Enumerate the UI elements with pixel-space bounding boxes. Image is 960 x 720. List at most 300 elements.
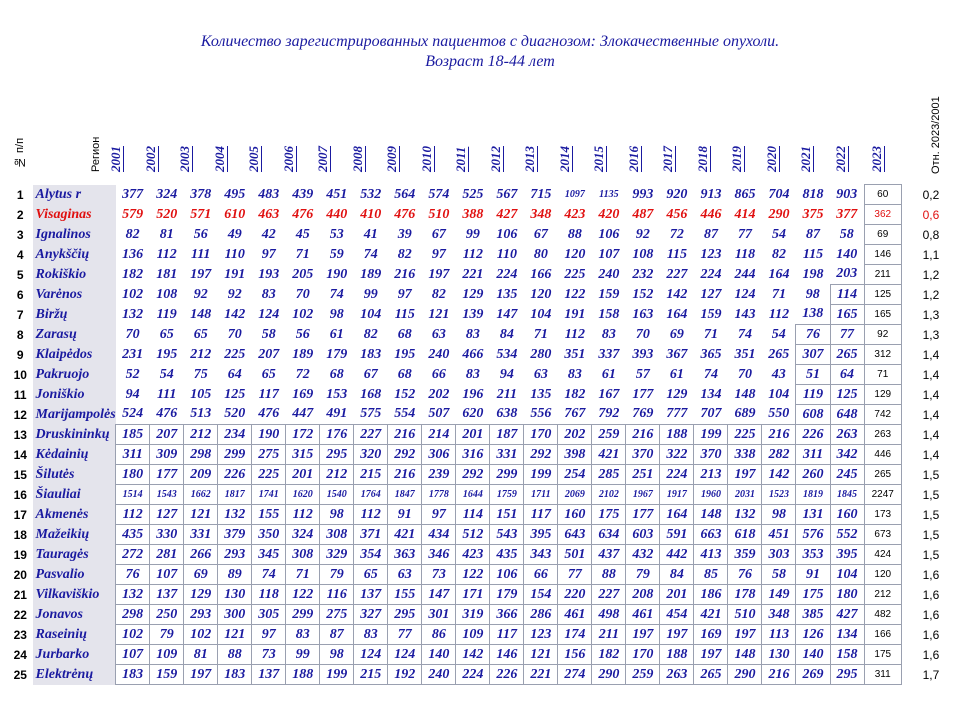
value-cell: 442 — [660, 545, 694, 565]
table-row — [8, 465, 960, 485]
value-cell: 77 — [558, 565, 592, 585]
value-cell: 63 — [431, 326, 446, 342]
year-header: 2010 — [418, 146, 434, 172]
row-number: 17 — [13, 507, 27, 522]
value-cell: 197 — [184, 665, 218, 685]
value-cell: 487 — [632, 206, 654, 222]
value-cell: 182 — [122, 266, 144, 282]
value-cell: 420 — [598, 206, 620, 222]
value-cell: 97 — [431, 246, 446, 262]
value-cell: 202 — [558, 425, 592, 445]
value-cell: 67 — [533, 226, 548, 242]
value-cell: 300 — [218, 605, 252, 625]
value-cell: 82 — [771, 246, 786, 262]
value-cell: 175 — [592, 505, 626, 525]
value-cell: 83 — [261, 286, 276, 302]
value-cell: 212 — [190, 346, 212, 362]
region-name: Rokiškio — [33, 265, 116, 285]
value-cell: 371 — [354, 525, 388, 545]
value-cell: 285 — [592, 465, 626, 485]
value-cell: 501 — [558, 545, 592, 565]
value-cell: 70 — [227, 326, 242, 342]
value-cell: 102 — [122, 286, 144, 302]
value-cell: 421 — [592, 445, 626, 465]
value-cell: 532 — [360, 186, 382, 202]
value-cell: 115 — [802, 246, 824, 262]
value-cell: 115 — [394, 306, 415, 322]
value-cell: 73 — [252, 645, 286, 665]
value-cell: 343 — [524, 545, 558, 565]
value-cell: 212 — [184, 425, 218, 445]
value-cell: 108 — [632, 246, 654, 262]
value-cell: 320 — [354, 445, 388, 465]
value-2023: 482 — [864, 605, 901, 625]
year-header: 2006 — [280, 146, 296, 172]
value-cell: 197 — [428, 266, 450, 282]
value-cell: 83 — [601, 326, 616, 342]
year-header: 2016 — [625, 146, 641, 172]
value-cell: 295 — [830, 665, 864, 685]
value-cell: 64 — [227, 366, 242, 382]
value-cell: 89 — [218, 565, 252, 585]
value-cell: 97 — [422, 505, 456, 525]
value-cell: 98 — [320, 505, 354, 525]
value-cell: 65 — [354, 565, 388, 585]
value-cell: 1847 — [388, 485, 422, 505]
value-cell: 221 — [462, 266, 484, 282]
value-2023: 166 — [864, 625, 901, 645]
value-cell: 65 — [159, 326, 174, 342]
row-number: 14 — [13, 447, 27, 462]
value-cell: 195 — [156, 346, 178, 362]
row-number: 4 — [16, 247, 24, 262]
value-cell: 80 — [533, 246, 548, 262]
value-cell: 1759 — [490, 485, 524, 505]
value-cell: 365 — [700, 346, 722, 362]
value-cell: 195 — [394, 346, 416, 362]
table-row — [8, 605, 960, 625]
value-2023: 742 — [864, 405, 901, 425]
value-cell: 142 — [224, 306, 246, 322]
value-cell: 427 — [830, 605, 864, 625]
value-cell: 571 — [190, 206, 212, 222]
value-cell: 124 — [734, 286, 756, 302]
ratio-value: 1,4 — [922, 347, 940, 362]
value-cell: 148 — [694, 505, 728, 525]
value-cell: 56 — [193, 226, 208, 242]
value-cell: 189 — [360, 266, 382, 282]
value-cell: 244 — [734, 266, 756, 282]
value-cell: 196 — [462, 386, 484, 402]
value-cell: 70 — [635, 326, 650, 342]
value-cell: 71 — [771, 286, 786, 302]
region-name: Kėdainių — [33, 445, 116, 465]
value-cell: 1097 — [564, 189, 585, 200]
value-2023: 311 — [864, 665, 901, 685]
value-cell: 74 — [737, 326, 752, 342]
value-cell: 151 — [490, 505, 524, 525]
table-row — [8, 345, 960, 365]
value-cell: 423 — [456, 545, 490, 565]
value-cell: 104 — [360, 306, 382, 322]
value-cell: 104 — [530, 306, 552, 322]
value-cell: 124 — [258, 306, 280, 322]
value-cell: 299 — [286, 605, 320, 625]
value-cell: 169 — [292, 386, 314, 402]
value-cell: 139 — [462, 306, 484, 322]
value-cell: 177 — [632, 386, 654, 402]
value-cell: 275 — [320, 605, 354, 625]
value-cell: 98 — [329, 306, 344, 322]
value-cell: 322 — [660, 445, 694, 465]
value-cell: 138 — [802, 306, 824, 322]
value-2023: 125 — [864, 285, 901, 305]
value-cell: 454 — [660, 605, 694, 625]
region-name: Alytus r — [33, 185, 116, 205]
value-cell: 648 — [830, 405, 864, 425]
value-cell: 64 — [830, 365, 864, 385]
value-cell: 172 — [286, 425, 320, 445]
table-row — [8, 385, 960, 405]
value-cell: 181 — [156, 266, 178, 282]
value-cell: 245 — [830, 465, 864, 485]
value-cell: 42 — [261, 226, 276, 242]
ratio-value: 1,3 — [922, 327, 940, 342]
table-row — [8, 505, 960, 525]
value-cell: 456 — [666, 206, 688, 222]
value-cell: 81 — [184, 645, 218, 665]
value-cell: 170 — [626, 645, 660, 665]
ratio-value: 1,6 — [922, 587, 940, 602]
region-name: Varėnos — [33, 285, 116, 305]
value-cell: 130 — [218, 585, 252, 605]
value-cell: 354 — [354, 545, 388, 565]
value-cell: 818 — [802, 186, 824, 202]
value-cell: 137 — [150, 585, 184, 605]
value-cell: 119 — [156, 306, 177, 322]
table-row — [8, 245, 960, 265]
value-cell: 129 — [666, 386, 688, 402]
value-cell: 75 — [193, 366, 208, 382]
value-cell: 98 — [805, 286, 820, 302]
value-cell: 160 — [558, 505, 592, 525]
value-cell: 83 — [465, 366, 480, 382]
region-name: Jurbarko — [33, 645, 116, 665]
value-cell: 370 — [694, 445, 728, 465]
value-cell: 353 — [796, 545, 830, 565]
ratio-value: 1,4 — [922, 407, 940, 422]
value-cell: 1967 — [626, 485, 660, 505]
value-cell: 74 — [252, 565, 286, 585]
value-cell: 54 — [159, 366, 174, 382]
value-cell: 564 — [394, 186, 416, 202]
value-cell: 265 — [694, 665, 728, 685]
value-cell: 1135 — [599, 189, 619, 200]
value-cell: 129 — [462, 286, 484, 302]
value-cell: 327 — [354, 605, 388, 625]
value-cell: 507 — [428, 406, 450, 422]
value-cell: 160 — [830, 505, 864, 525]
value-2023: 69 — [864, 225, 901, 245]
value-cell: 351 — [734, 346, 756, 362]
value-cell: 282 — [762, 445, 796, 465]
table-row — [8, 365, 960, 385]
value-cell: 259 — [626, 665, 660, 685]
year-header: 2003 — [177, 146, 193, 172]
value-cell: 97 — [252, 625, 286, 645]
value-cell: 303 — [762, 545, 796, 565]
value-cell: 197 — [660, 625, 694, 645]
value-cell: 299 — [218, 445, 252, 465]
value-cell: 265 — [830, 345, 864, 365]
value-cell: 112 — [156, 246, 177, 262]
row-number: 24 — [13, 647, 27, 662]
ratio-value: 1,6 — [922, 647, 940, 662]
value-cell: 240 — [428, 346, 450, 362]
ratio-value: 1,6 — [922, 627, 940, 642]
table-row — [8, 485, 960, 505]
value-cell: 107 — [150, 565, 184, 585]
value-cell: 351 — [564, 346, 586, 362]
value-cell: 164 — [768, 266, 790, 282]
value-cell: 2102 — [592, 485, 626, 505]
value-cell: 116 — [320, 585, 354, 605]
value-cell: 137 — [252, 665, 286, 685]
table-row — [8, 565, 960, 585]
header-row-number: № п/п — [14, 137, 26, 168]
value-cell: 71 — [533, 326, 548, 342]
value-cell: 155 — [252, 505, 286, 525]
ratio-value: 1,1 — [922, 247, 940, 262]
row-number: 7 — [16, 307, 24, 322]
value-cell: 1523 — [762, 485, 796, 505]
value-cell: 191 — [564, 306, 586, 322]
value-cell: 395 — [830, 545, 864, 565]
value-cell: 309 — [150, 445, 184, 465]
value-cell: 113 — [762, 625, 796, 645]
value-cell: 174 — [558, 625, 592, 645]
value-cell: 466 — [462, 346, 484, 362]
value-cell: 293 — [184, 605, 218, 625]
value-cell: 446 — [700, 206, 722, 222]
value-cell: 510 — [428, 206, 450, 222]
value-cell: 97 — [397, 286, 412, 302]
value-cell: 315 — [286, 445, 320, 465]
year-header: 2004 — [211, 146, 227, 172]
value-cell: 346 — [422, 545, 456, 565]
value-cell: 520 — [156, 206, 178, 222]
value-cell: 461 — [558, 605, 592, 625]
value-cell: 92 — [635, 226, 650, 242]
value-2023: 2247 — [864, 485, 901, 505]
value-cell: 197 — [728, 625, 762, 645]
value-cell: 421 — [694, 605, 728, 625]
value-cell: 99 — [286, 645, 320, 665]
value-cell: 301 — [422, 605, 456, 625]
value-cell: 69 — [184, 565, 218, 585]
value-cell: 608 — [796, 405, 830, 425]
year-header: 2005 — [246, 146, 262, 172]
value-cell: 1817 — [218, 485, 252, 505]
value-cell: 385 — [796, 605, 830, 625]
value-cell: 148 — [190, 306, 212, 322]
value-cell: 311 — [116, 445, 150, 465]
value-cell: 169 — [694, 625, 728, 645]
value-cell: 201 — [456, 425, 490, 445]
region-name: Zarasų — [33, 325, 116, 345]
value-cell: 552 — [830, 525, 864, 545]
value-2023: 173 — [864, 505, 901, 525]
value-cell: 58 — [261, 326, 276, 342]
value-cell: 114 — [456, 505, 490, 525]
value-cell: 57 — [635, 366, 650, 382]
ratio-value: 1,3 — [922, 307, 940, 322]
value-cell: 92 — [193, 286, 208, 302]
value-cell: 451 — [762, 525, 796, 545]
value-cell: 342 — [830, 445, 864, 465]
value-cell: 107 — [598, 246, 620, 262]
value-cell: 308 — [320, 525, 354, 545]
value-2023: 60 — [864, 185, 901, 205]
value-cell: 140 — [422, 645, 456, 665]
value-cell: 574 — [428, 186, 450, 202]
value-cell: 197 — [626, 625, 660, 645]
value-cell: 99 — [363, 286, 378, 302]
table-title: Количество зарегистрированных пациентов с диагнозом: Злокачественные опухоли. — [200, 33, 780, 50]
value-cell: 220 — [558, 585, 592, 605]
value-cell: 109 — [150, 645, 184, 665]
value-cell: 70 — [125, 326, 140, 342]
value-cell: 715 — [530, 186, 552, 202]
value-cell: 114 — [830, 285, 864, 305]
table-row — [8, 625, 960, 645]
region-name: Biržų — [33, 305, 116, 325]
table-row — [8, 585, 960, 605]
value-cell: 259 — [592, 425, 626, 445]
value-cell: 66 — [431, 366, 446, 382]
value-cell: 689 — [734, 406, 756, 422]
value-cell: 192 — [388, 665, 422, 685]
value-cell: 124 — [354, 645, 388, 665]
row-number: 20 — [13, 567, 27, 582]
value-cell: 476 — [292, 206, 314, 222]
row-number: 10 — [13, 367, 27, 382]
value-cell: 311 — [796, 445, 830, 465]
value-cell: 190 — [252, 425, 286, 445]
value-cell: 366 — [490, 605, 524, 625]
value-cell: 513 — [190, 406, 212, 422]
value-cell: 125 — [830, 385, 864, 405]
value-cell: 550 — [768, 406, 790, 422]
value-cell: 67 — [431, 226, 446, 242]
value-cell: 209 — [184, 465, 218, 485]
value-cell: 421 — [388, 525, 422, 545]
value-2023: 212 — [864, 585, 901, 605]
year-header: 2007 — [315, 146, 331, 172]
value-cell: 476 — [156, 406, 178, 422]
value-cell: 225 — [252, 465, 286, 485]
value-cell: 49 — [227, 226, 242, 242]
value-cell: 77 — [388, 625, 422, 645]
value-2023: 120 — [864, 565, 901, 585]
table-row — [8, 305, 960, 325]
value-cell: 324 — [286, 525, 320, 545]
value-cell: 68 — [397, 366, 412, 382]
value-cell: 620 — [462, 406, 484, 422]
value-cell: 71 — [286, 565, 320, 585]
value-cell: 63 — [388, 565, 422, 585]
ratio-value: 1,5 — [922, 487, 940, 502]
value-cell: 81 — [159, 226, 174, 242]
value-2023: 211 — [864, 265, 901, 285]
region-name: Tauragės — [33, 545, 116, 565]
value-cell: 913 — [700, 186, 722, 202]
value-cell: 61 — [669, 366, 684, 382]
value-cell: 124 — [388, 645, 422, 665]
value-cell: 1845 — [830, 485, 864, 505]
value-cell: 137 — [354, 585, 388, 605]
value-cell: 254 — [558, 465, 592, 485]
value-cell: 993 — [632, 186, 654, 202]
value-cell: 269 — [796, 665, 830, 685]
region-name: Raseinių — [33, 625, 116, 645]
value-2023: 362 — [864, 205, 901, 225]
value-cell: 663 — [694, 525, 728, 545]
value-cell: 73 — [422, 565, 456, 585]
value-cell: 134 — [700, 386, 722, 402]
value-cell: 447 — [292, 406, 314, 422]
value-cell: 225 — [564, 266, 586, 282]
value-cell: 180 — [116, 465, 150, 485]
value-cell: 226 — [218, 465, 252, 485]
value-cell: 618 — [728, 525, 762, 545]
row-number: 9 — [16, 347, 24, 362]
value-cell: 82 — [125, 226, 140, 242]
value-cell: 130 — [762, 645, 796, 665]
value-cell: 39 — [397, 226, 412, 242]
value-cell: 378 — [190, 186, 212, 202]
value-cell: 643 — [558, 525, 592, 545]
value-cell: 215 — [354, 665, 388, 685]
value-cell: 375 — [802, 206, 824, 222]
value-cell: 51 — [796, 365, 830, 385]
value-cell: 393 — [632, 346, 654, 362]
year-header: 2021 — [798, 146, 814, 172]
value-cell: 102 — [184, 625, 218, 645]
value-cell: 377 — [122, 186, 144, 202]
value-cell: 98 — [762, 505, 796, 525]
value-cell: 118 — [252, 585, 286, 605]
value-cell: 83 — [567, 366, 582, 382]
value-cell: 121 — [524, 645, 558, 665]
value-cell: 610 — [224, 206, 246, 222]
value-cell: 84 — [660, 565, 694, 585]
value-cell: 227 — [354, 425, 388, 445]
value-cell: 106 — [490, 565, 524, 585]
value-cell: 66 — [524, 565, 558, 585]
value-2023: 265 — [864, 465, 901, 485]
value-cell: 165 — [830, 305, 864, 325]
value-cell: 208 — [626, 585, 660, 605]
row-number: 6 — [16, 287, 24, 302]
value-cell: 331 — [490, 445, 524, 465]
value-cell: 216 — [388, 425, 422, 445]
value-cell: 704 — [768, 186, 790, 202]
value-cell: 576 — [796, 525, 830, 545]
value-cell: 76 — [796, 325, 830, 345]
value-cell: 265 — [768, 346, 790, 362]
value-cell: 117 — [490, 625, 524, 645]
